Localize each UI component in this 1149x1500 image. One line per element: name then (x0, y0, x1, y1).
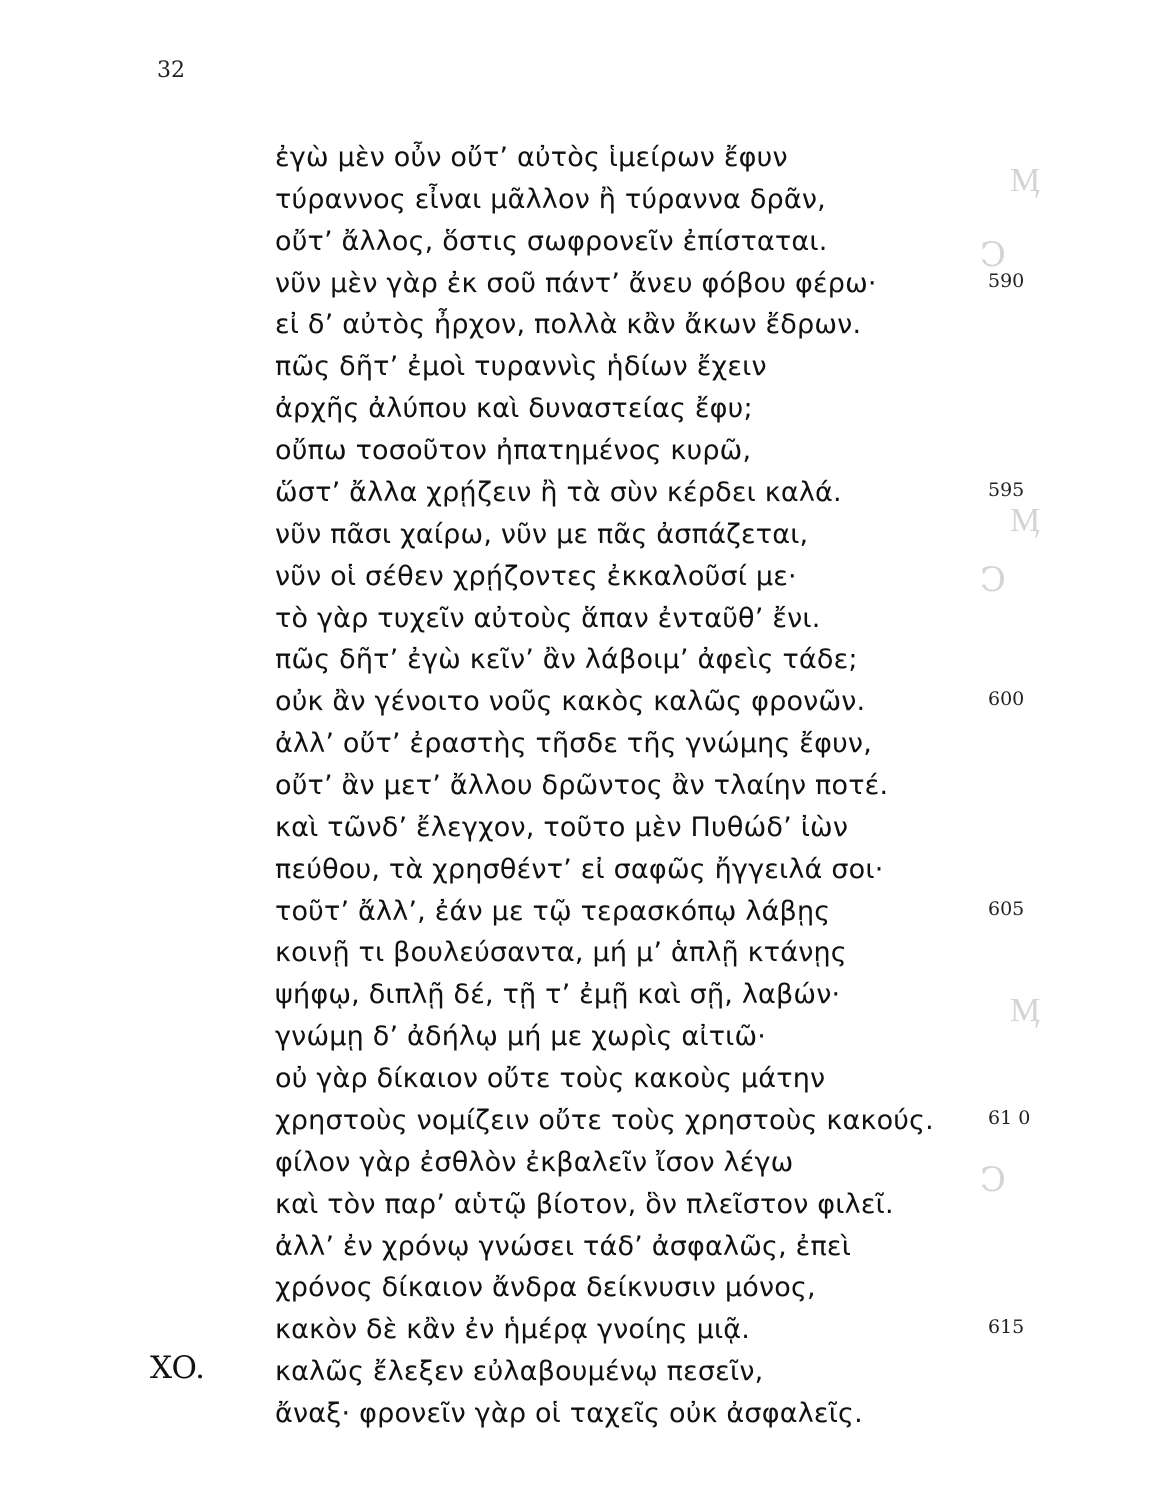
verse-text: τὸ γὰρ τυχεῖν αὐτοὺς ἅπαν ἐνταῦθ’ ἔνι. (275, 603, 821, 634)
verse-text: ψήφῳ, διπλῇ δέ, τῇ τ’ ἐμῇ καὶ σῇ, λαβών· (275, 979, 841, 1010)
verse-text: οὔπω τοσοῦτον ἠπατημένος κυρῶ, (275, 435, 752, 466)
verse-line (275, 975, 1149, 1019)
verse-text: τύραννος εἶναι μᾶλλον ἢ τύραννα δρᾶν, (275, 184, 826, 215)
line-number: 615 (988, 1316, 1025, 1338)
verse-text: κοινῇ τι βουλεύσαντα, μή μ’ ἁπλῇ κτάνῃς (275, 937, 847, 968)
verse-line (275, 473, 1149, 517)
verse-text: οὐκ ἂν γένοιτο νοῦς κακὸς καλῶς φρονῶν. (275, 686, 866, 717)
verse-text: πῶς δῆτ’ ἐμοὶ τυραννὶς ἡδίων ἔχειν (275, 351, 767, 382)
verse-text: πῶς δῆτ’ ἐγὼ κεῖν’ ἂν λάβοιμ’ ἀφεὶς τάδε; (275, 644, 858, 675)
verse-text: φίλον γὰρ ἐσθλὸν ἐκβαλεῖν ἴσον λέγω (275, 1147, 794, 1178)
verse-line (275, 180, 1149, 224)
verse-text: κακὸν δὲ κἂν ἐν ἡμέρᾳ γνοίης μιᾷ. (275, 1314, 751, 1345)
verse-line (275, 933, 1149, 977)
verse-line (275, 138, 1149, 182)
verse-text: νῦν μὲν γὰρ ἐκ σοῦ πάντ’ ἄνευ φόβου φέρω· (275, 268, 877, 299)
verse-line (275, 347, 1149, 391)
verse-text: ἄναξ· φρονεῖν γὰρ οἱ ταχεῖς οὐκ ἀσφαλεῖς. (275, 1398, 863, 1429)
verse-text: τοῦτ’ ἄλλ’, ἐάν με τῷ τερασκόπῳ λάβῃς (275, 896, 831, 927)
verse-text: γνώμῃ δ’ ἀδήλῳ μή με χωρὶς αἰτιῶ· (275, 1021, 767, 1052)
verse-line (275, 222, 1149, 266)
verse-text: οὔτ’ ἄλλος, ὅστις σωφρονεῖν ἐπίσταται. (275, 226, 828, 257)
verse-text: ὥστ’ ἄλλα χρῄζειν ἢ τὰ σὺν κέρδει καλά. (275, 477, 842, 508)
verse-text: εἰ δ’ αὐτὸς ἦρχον, πολλὰ κἂν ἄκων ἔδρων. (275, 309, 862, 340)
verse-line (275, 1143, 1149, 1187)
line-number: 590 (988, 270, 1025, 292)
verse-line (275, 1017, 1149, 1061)
verse-text: χρόνος δίκαιον ἄνδρα δείκνυσιν μόνος, (275, 1272, 816, 1303)
verse-text: νῦν πᾶσι χαίρω, νῦν με πᾶς ἀσπάζεται, (275, 519, 809, 550)
line-number: 61 0 (988, 1107, 1031, 1129)
verse-line (275, 1394, 1149, 1438)
verse-line (275, 1268, 1149, 1312)
verse-line (275, 1101, 1149, 1145)
verse-line (275, 431, 1149, 475)
verse-line (275, 515, 1149, 559)
verse-line (275, 1310, 1149, 1354)
verse-text: οὐ γὰρ δίκαιον οὔτε τοὺς κακοὺς μάτην (275, 1063, 826, 1094)
verse-line (275, 766, 1149, 810)
line-number: 600 (988, 688, 1025, 710)
verse-text: καὶ τὸν παρ’ αὑτῷ βίοτον, ὃν πλεῖστον φιλεῖ. (275, 1189, 894, 1220)
verse-line (275, 808, 1149, 852)
verse-line (275, 305, 1149, 349)
line-number: 595 (988, 479, 1025, 501)
page-number: 32 (157, 58, 185, 83)
verse-line (275, 1352, 1149, 1396)
line-number: 605 (988, 898, 1025, 920)
verse-line (275, 557, 1149, 601)
verse-line (275, 850, 1149, 894)
verse-line (275, 724, 1149, 768)
verse-line (275, 264, 1149, 308)
verse-line (275, 640, 1149, 684)
verse-line (275, 1185, 1149, 1229)
verse-text: οὔτ’ ἂν μετ’ ἄλλου δρῶντος ἂν τλαίην ποτέ. (275, 770, 889, 801)
verse-text: ἀρχῆς ἀλύπου καὶ δυναστείας ἔφυ; (275, 393, 753, 424)
speaker-label: XO. (150, 1350, 205, 1386)
verse-text: νῦν οἱ σέθεν χρῄζοντες ἐκκαλοῦσί με· (275, 561, 797, 592)
verse-text: καὶ τῶνδ’ ἔλεγχον, τοῦτο μὲν Πυθώδ’ ἰὼν (275, 812, 849, 843)
verse-line (275, 892, 1149, 936)
verse-line (275, 389, 1149, 433)
verse-line (275, 1059, 1149, 1103)
verse-text: ἀλλ’ οὔτ’ ἐραστὴς τῆσδε τῆς γνώμης ἔφυν, (275, 728, 872, 759)
verse-text: χρηστοὺς νομίζειν οὔτε τοὺς χρηστοὺς κακούς. (275, 1105, 934, 1136)
verse-line (275, 599, 1149, 643)
verse-line (275, 1227, 1149, 1271)
verse-text: καλῶς ἔλεξεν εὐλαβουμένῳ πεσεῖν, (275, 1356, 764, 1387)
verse-line (275, 682, 1149, 726)
verse-text: ἀλλ’ ἐν χρόνῳ γνώσει τάδ’ ἀσφαλῶς, ἐπεὶ (275, 1231, 852, 1262)
verse-text: πεύθου, τὰ χρησθέντ’ εἰ σαφῶς ἤγγειλά σοι· (275, 854, 884, 885)
show-through-background: Ӎ Ͻ Ӎ Ͻ Ӎ Ͻ (980, 160, 1041, 1200)
verse-text: ἐγὼ μὲν οὖν οὔτ’ αὐτὸς ἱμείρων ἔφυν (275, 142, 788, 173)
